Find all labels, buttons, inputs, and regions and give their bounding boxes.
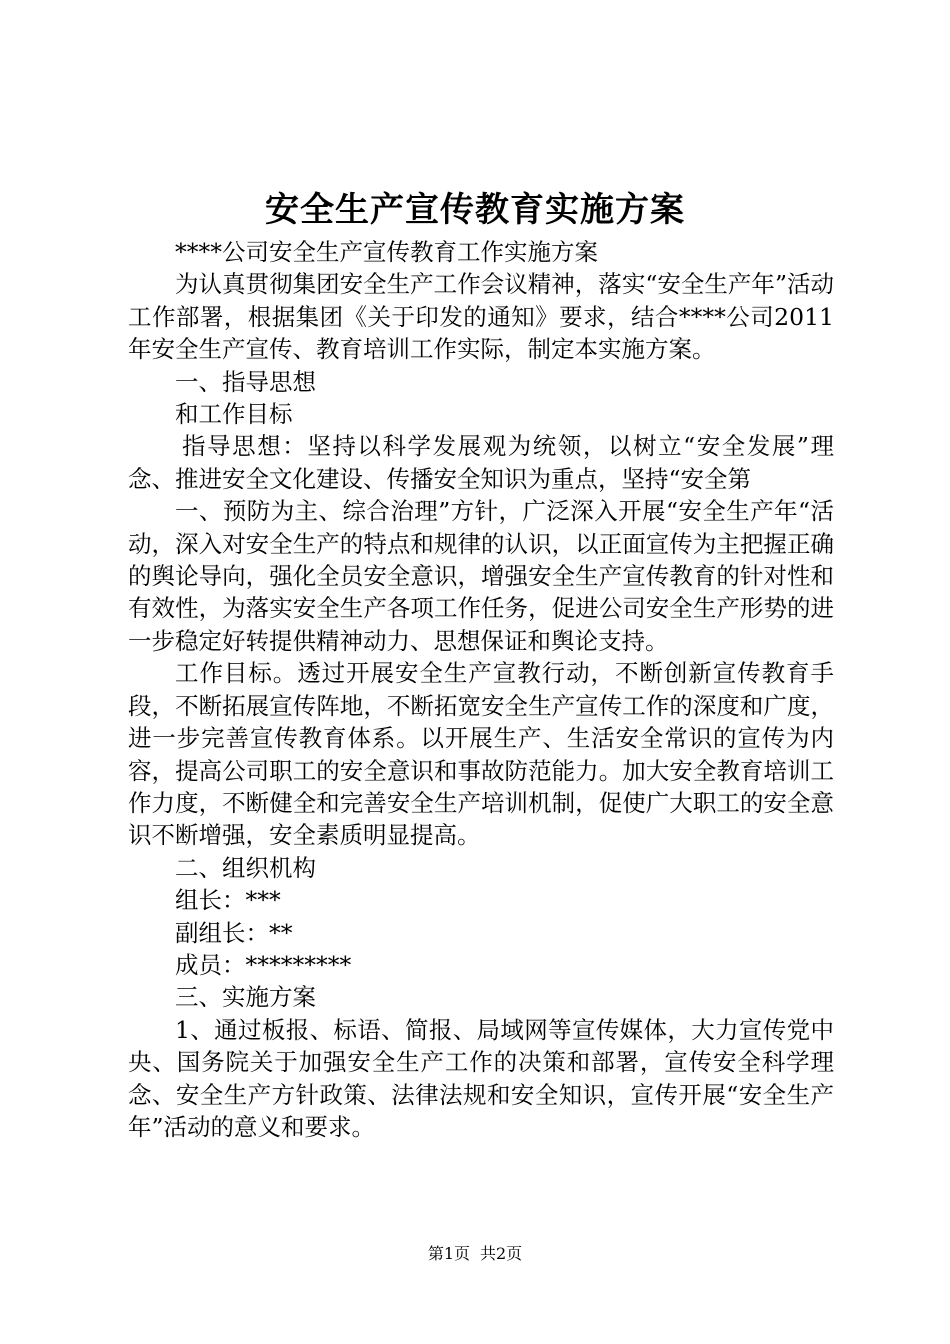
org-deputy-leader: 副组长：** bbox=[175, 918, 293, 947]
page-footer bbox=[0, 1242, 950, 1266]
section-heading-goals: 和工作目标 bbox=[175, 400, 293, 429]
paragraph-intro: 为认真贯彻集团安全生产工作会议精神，落实“安全生产年”活动工作部署，根据集团《关于印发的通知》要求，结合****公司2011年安全生产宣传、教育培训工作实际，制定本实施方案。 bbox=[128, 270, 834, 364]
paragraph-plan-item-1: 1、通过板报、标语、简报、局域网等宣传媒体，大力宣传党中央、国务院关于加强安全生产工作的决策和部署，宣传安全科学理念、安全生产方针政策、法律法规和安全知识，宣传开展“安全生产年”活动的意义和要求。 bbox=[128, 1015, 834, 1141]
page-number: 第1页 bbox=[427, 1244, 470, 1263]
document-body bbox=[128, 236, 834, 1143]
section-heading-organization: 二、组织机构 bbox=[175, 853, 316, 882]
section-heading-guiding: 一、指导思想 bbox=[175, 367, 316, 396]
section-heading-plan: 三、实施方案 bbox=[175, 983, 316, 1012]
paragraph-guiding-thought: 指导思想：坚持以科学发展观为统领，以树立“安全发展”理念、推进安全文化建设、传播安全知识为重点，坚持“安全第 bbox=[128, 432, 834, 493]
document-title: 安全生产宣传教育实施方案 bbox=[265, 190, 685, 230]
org-leader: 组长：*** bbox=[175, 886, 281, 915]
org-members: 成员：********* bbox=[175, 950, 352, 979]
paragraph-work-goals: 工作目标。透过开展安全生产宣教行动，不断创新宣传教育手段，不断拓展宣传阵地，不断拓宽安全生产宣传工作的深度和广度，进一步完善宣传教育体系。以开展生产、生活安全常识的宣传为内容，提高公司职工的安全意识和事故防范能力。加大安全教育培训工作力度，不断健全和完善安全生产培训机制，促使广大职工的安全意识不断增强，安全素质明显提高。 bbox=[128, 659, 834, 850]
page-total: 共2页 bbox=[480, 1244, 523, 1263]
paragraph-subtitle: ****公司安全生产宣传教育工作实施方案 bbox=[175, 238, 598, 266]
paragraph-guiding-policy: 一、预防为主、综合治理”方针，广泛深入开展“安全生产年“活动，深入对安全生产的特点和规律的认识，以正面宣传为主把握正确的舆论导向，强化全员安全意识，增强安全生产宣传教育的针对性和有效性，为落实安全生产各项工作任务，促进公司安全生产形势的进一步稳定好转提供精神动力、思想保证和舆论支持。 bbox=[128, 497, 834, 655]
